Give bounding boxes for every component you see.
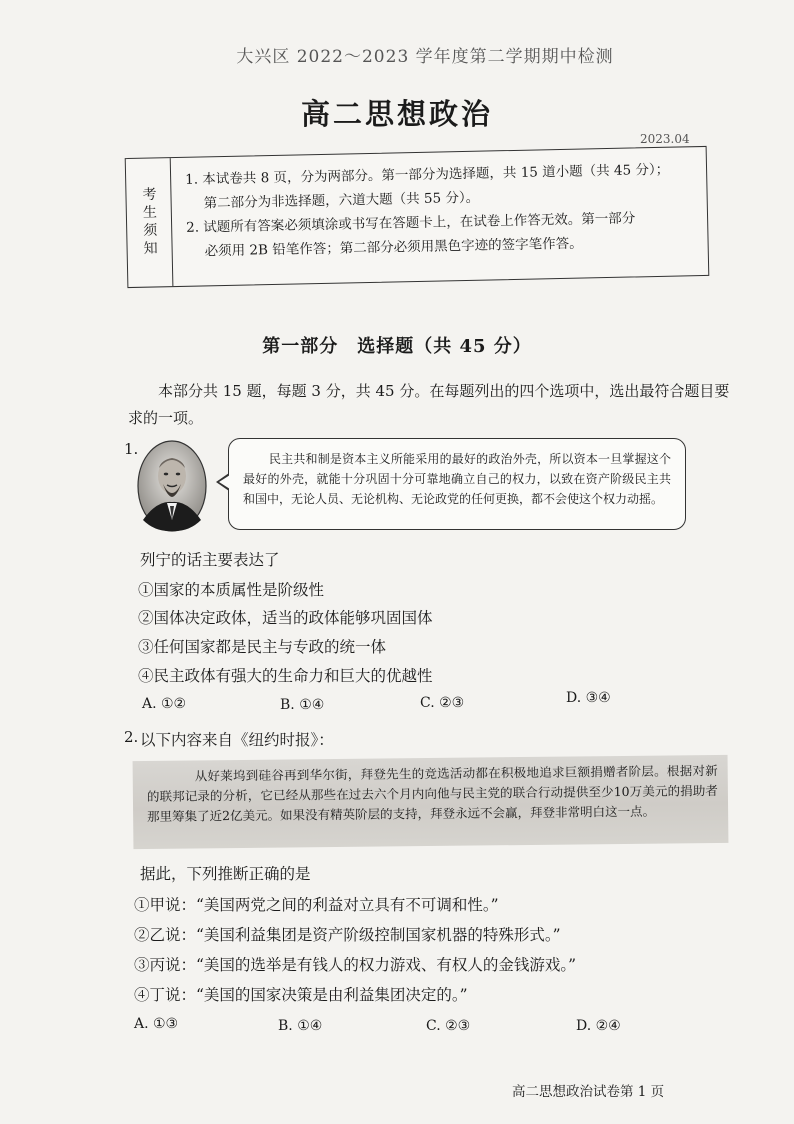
page-footer: 高二思想政治试卷第 1 页	[512, 1084, 665, 1100]
news-excerpt: 从好莱坞到硅谷再到华尔街，拜登先生的竞选活动都在积极地追求巨额捐赠者阶层。根据对新的联邦记录的分析，它已经从那些在过去六个月内向他与民主党的联合行动提供至少10万美元的捐助者那里筹集了近2亿美元。如果没有精英阶层的支持，拜登永远不会赢，拜登非常明白这一点。	[146, 762, 718, 824]
answer-choice-a: A. ①③	[134, 1016, 179, 1032]
answer-choice-d: D. ②④	[576, 1018, 621, 1034]
statement-option: ②乙说：“美国利益集团是资产阶级控制国家机器的特殊形式。”	[134, 926, 561, 944]
notice-body	[171, 147, 709, 286]
section-title: 第一部分 选择题（共 45 分）	[262, 336, 532, 357]
quote-bubble	[228, 438, 686, 530]
notice-line: 必须用 2B 铅笔作答；第二部分必须用黑色字迹的签字笔作答。	[204, 235, 583, 260]
statement-option: ③任何国家都是民主与专政的统一体	[138, 638, 387, 656]
exam-header: 大兴区 2022～2023 学年度第二学期期中检测	[236, 47, 614, 67]
statement-option: ④民主政体有强大的生命力和巨大的优越性	[138, 667, 433, 685]
exam-date: 2023.04	[640, 132, 690, 146]
answer-choice-c: C. ②③	[426, 1018, 471, 1034]
question-number: 1.	[124, 440, 139, 458]
candidate-notice-box	[125, 146, 710, 288]
question-stem: 据此，下列推断正确的是	[140, 865, 311, 883]
statement-option: ①甲说：“美国两党之间的利益对立具有不可调和性。”	[134, 896, 499, 914]
lenin-portrait-image	[137, 440, 207, 532]
statement-option: ③丙说：“美国的选举是有钱人的权力游戏、有权人的金钱游戏。”	[134, 956, 577, 974]
news-excerpt-box	[133, 755, 729, 849]
question-intro: 以下内容来自《纽约时报》：	[140, 731, 334, 749]
instructions-line: 本部分共 15 题，每题 3 分，共 45 分。在每题列出的四个选项中，选出最符合题目要	[158, 382, 730, 400]
section-instructions	[128, 378, 728, 432]
answer-choice-a: A. ①②	[142, 696, 187, 712]
question-number: 2.	[124, 728, 139, 746]
answer-choice-b: B. ①④	[280, 697, 325, 713]
statement-option: ②国体决定政体，适当的政体能够巩固国体	[138, 609, 433, 627]
statement-option: ④丁说：“美国的国家决策是由利益集团决定的。”	[134, 986, 468, 1004]
question-stem: 列宁的话主要表达了	[140, 551, 280, 569]
notice-line: 2. 试题所有答案必须填涂或书写在答题卡上，在试卷上作答无效。第一部分	[186, 210, 636, 236]
lenin-quote: 民主共和制是资本主义所能采用的最好的政治外壳，所以资本一旦掌握这个最好的外壳，就能十分巩固十分可靠地确立自己的权力，以致在资产阶级民主共和国中，无论人员、无论机构、无论政党的任何更换，都不会使这个权力动摇。	[243, 452, 671, 506]
notice-line: 第二部分为非选择题，六道大题（共 55 分）。	[203, 189, 480, 212]
instructions-line: 求的一项。	[128, 409, 204, 427]
document-title: 高二思想政治	[300, 97, 493, 131]
statement-option: ①国家的本质属性是阶级性	[138, 581, 325, 599]
answer-choice-d: D. ③④	[566, 690, 611, 706]
notice-line: 1. 本试卷共 8 页，分为两部分。第一部分为选择题，共 15 道小题（共 45 分）；	[185, 161, 670, 188]
notice-label: 考生须知	[126, 158, 174, 287]
answer-choice-c: C. ②③	[420, 695, 465, 711]
answer-choice-b: B. ①④	[278, 1018, 323, 1034]
